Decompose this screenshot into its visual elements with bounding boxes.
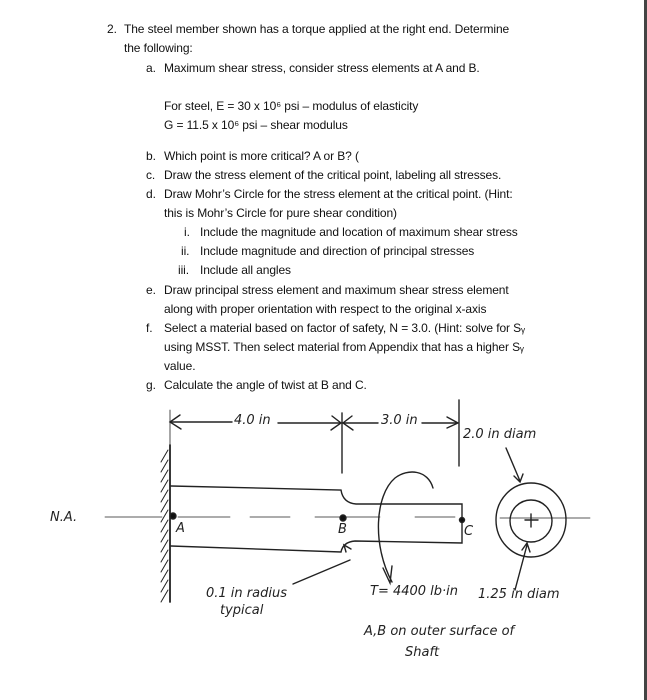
fillet-label-cont: typical — [220, 603, 264, 618]
item-f-text-cont: using MSST. Then select material from Appendix that has a higher Sᵧ — [164, 340, 524, 354]
dim-label-3in: 3.0 in — [381, 413, 418, 428]
problem-intro-cont: the following: — [124, 41, 193, 55]
item-d-iii-marker: iii. — [178, 263, 189, 277]
surface-note-cont: Shaft — [405, 645, 440, 660]
item-a-text: Maximum shear stress, consider stress elements at A and B. — [164, 61, 480, 75]
wall-hatching — [161, 450, 168, 602]
fillet-label: 0.1 in radius — [206, 586, 287, 601]
point-a-dot — [170, 513, 176, 519]
stepped-shaft-outline — [171, 486, 462, 552]
item-g-marker: g. — [146, 378, 156, 392]
torque-arrow — [378, 472, 433, 582]
small-diam-leader-arrow — [515, 543, 530, 590]
item-d-iii-text: Include all angles — [200, 263, 291, 277]
item-c-text: Draw the stress element of the critical point, labeling all stresses. — [164, 168, 502, 182]
item-d-ii-text: Include magnitude and direction of principal stresses — [200, 244, 475, 258]
item-d-text: Draw Mohr’s Circle for the stress element at the critical point. (Hint: — [164, 187, 513, 201]
torque-arrowhead — [383, 566, 392, 583]
problem-intro: The steel member shown has a torque applied at the right end. Determine — [124, 22, 510, 36]
point-a-label: A — [176, 521, 185, 536]
torque-label: T= 4400 lb·in — [370, 584, 459, 599]
neutral-axis-label: N.A. — [50, 510, 78, 525]
item-d-i-text: Include the magnitude and location of maximum shear stress — [200, 225, 518, 239]
large-diam-label: 2.0 in diam — [463, 427, 537, 442]
point-b-dot — [340, 515, 346, 521]
point-b-label: B — [338, 522, 347, 537]
problem-number: 2. — [107, 22, 117, 36]
item-b-text: Which point is more critical? A or B? ( — [164, 149, 359, 163]
surface-note: A,B on outer surface of — [364, 624, 515, 639]
item-e-text: Draw principal stress element and maximum shear stress element — [164, 283, 509, 297]
dim-label-4in: 4.0 in — [234, 413, 271, 428]
item-f-text-end: value. — [164, 359, 196, 373]
steel-modulus-g: G = 11.5 x 10⁶ psi – shear modulus — [164, 118, 348, 132]
item-d-text-cont: this is Mohr’s Circle for pure shear condition) — [164, 206, 397, 220]
point-c-label: C — [464, 524, 474, 539]
item-f-marker: f. — [146, 321, 153, 335]
item-d-i-marker: i. — [184, 225, 190, 239]
item-f-text: Select a material based on factor of safety, N = 3.0. (Hint: solve for Sᵧ — [164, 321, 525, 335]
item-c-marker: c. — [146, 168, 156, 182]
item-d-ii-marker: ii. — [181, 244, 190, 258]
item-g-text: Calculate the angle of twist at B and C. — [164, 378, 367, 392]
item-e-marker: e. — [146, 283, 156, 297]
item-b-marker: b. — [146, 149, 156, 163]
point-c-dot — [460, 518, 465, 523]
item-e-text-cont: along with proper orientation with respect to the original x-axis — [164, 302, 487, 316]
center-cross-icon — [525, 514, 538, 527]
item-d-marker: d. — [146, 187, 156, 201]
small-diam-label: 1.25 in diam — [478, 587, 560, 602]
item-a-marker: a. — [146, 61, 156, 75]
large-diam-leader-arrow — [506, 448, 523, 482]
neutral-axis-line — [105, 517, 590, 518]
steel-modulus-e: For steel, E = 30 x 10⁶ psi – modulus of elasticity — [164, 99, 419, 113]
